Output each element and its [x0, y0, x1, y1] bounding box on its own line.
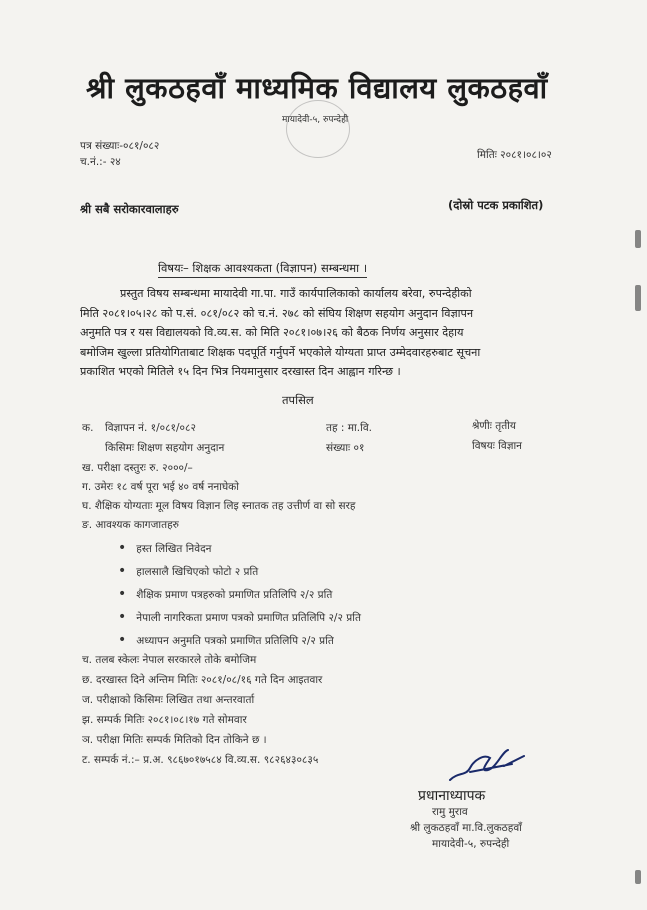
stamp-seal: [286, 100, 350, 158]
recipient-line: श्री सबै सरोकारवालाहरु: [80, 202, 179, 216]
dispatch-number: च.नं.:- २४: [80, 156, 121, 168]
count-field: संख्याः ०१: [326, 442, 365, 454]
contact-numbers: ट. सम्पर्क नं.:– प्र.अ. ९८६७०१७५८४ वि.व्य.स. ९८२६४३०८३५: [82, 754, 319, 766]
scan-edge-mark: [635, 285, 641, 311]
document-item: • नेपाली नागरिकता प्रमाण पत्रको प्रमाणित प्रतिलिपि २/२ प्रति: [118, 609, 361, 625]
signatory-address: मायादेवी-५, रुपन्देही: [432, 838, 510, 850]
contact-date: झ. सम्पर्क मितिः २०८१।०८।१७ गते सोमवार: [82, 714, 247, 726]
signatory-title: प्रधानाध्यापक: [418, 788, 486, 804]
type-field: किसिमः शिक्षण सहयोग अनुदान: [105, 442, 225, 454]
subject-field: विषयः विज्ञान: [472, 440, 523, 452]
signatory-name: रामु मुराव: [432, 806, 468, 818]
document-item: • अध्यापन अनुमति पत्रको प्रमाणित प्रतिलिपि २/२ प्रति: [118, 632, 334, 648]
body-line: बमोजिम खुल्ला प्रतियोगिताबाट शिक्षक पदपूर्ति गर्नुपर्ने भएकोले योग्यता प्राप्त उम्मेदवारहरुबाट सूचना: [80, 345, 481, 359]
scan-edge-mark: [635, 230, 641, 248]
body-line: मिति २०८१।०५।२८ को प.सं. ०८१/०८२ को च.नं. २७८ को संघिय शिक्षण सहयोग अनुदान विज्ञापन: [80, 306, 474, 320]
letter-ref-number: पत्र संख्याः-०८१/०८२: [80, 140, 160, 152]
salary-scale: च. तलब स्केलः नेपाल सरकारले तोके बमोजिम: [82, 654, 257, 666]
letter-date: मितिः २०८१।०८।०२: [477, 149, 552, 161]
grade-field: श्रेणीः तृतीय: [472, 420, 516, 432]
qualification: घ. शैक्षिक योग्यताः मूल विषय विज्ञान लिइ स्नातक तह उत्तीर्ण वा सो सरह: [82, 500, 356, 512]
exam-date: ञ. परीक्षा मितिः सम्पर्क मितिको दिन तोकिने छ ।: [82, 734, 267, 746]
advertisement-number: विज्ञापन नं. १/०८१/०८२: [105, 422, 196, 434]
body-line: प्रकाशित भएको मितिले १५ दिन भित्र नियमानुसार दरखास्त दिन आह्वान गरिन्छ ।: [80, 365, 401, 378]
body-paragraph: [80, 284, 580, 382]
level-field: तह : मा.वि.: [326, 422, 373, 434]
document-item: • शैक्षिक प्रमाण पत्रहरुको प्रमाणित प्रतिलिपि २/२ प्रति: [118, 586, 332, 602]
document-item: • हस्त लिखित निवेदन: [118, 540, 212, 556]
publication-note: (दोस्रो पटक प्रकाशित): [448, 198, 544, 212]
exam-type: ज. परीक्षाको किसिमः लिखित तथा अन्तरवार्ता: [82, 694, 255, 706]
school-address: मायादेवी-५, रुपन्देही: [282, 115, 349, 125]
subject-line: विषयः– शिक्षक आवश्यकता (विज्ञापन) सम्बन्धमा ।: [158, 261, 367, 278]
body-line: प्रस्तुत विषय सम्बन्धमा मायादेवी गा.पा. गाउँ कार्यपालिकाको कार्यालय बरेवा, रुपन्देहीको: [120, 287, 472, 300]
required-documents-heading: ङ. आवश्यक कागजातहरु: [82, 519, 179, 531]
handwritten-signature: [440, 742, 530, 790]
signatory-school: श्री लुकठहवाँ मा.वि.लुकठहवाँ: [410, 822, 522, 834]
application-deadline: छ. दरखास्त दिने अन्तिम मितिः २०८१/०८/१६ गते दिन आइतवार: [82, 674, 323, 686]
scan-edge-mark: [635, 870, 641, 884]
exam-fee: ख. परीक्षा दस्तुरः रु. २०००/–: [82, 462, 193, 474]
age-requirement: ग. उमेरः १८ वर्ष पूरा भई ४० वर्ष ननाघेको: [82, 481, 239, 493]
tapsil-heading: तपसिल: [282, 393, 314, 407]
body-line: अनुमति पत्र र यस विद्यालयको वि.व्य.स. को मिति २०८१।०७।२६ को बैठक निर्णय अनुसार देहाय: [80, 326, 464, 339]
item-ka-label: क.: [82, 422, 94, 434]
document-item: • हालसालै खिचिएको फोटो २ प्रति: [118, 563, 258, 579]
school-name-heading: श्री लुकठहवाँ माध्यमिक विद्यालय लुकठहवाँ: [86, 71, 548, 105]
